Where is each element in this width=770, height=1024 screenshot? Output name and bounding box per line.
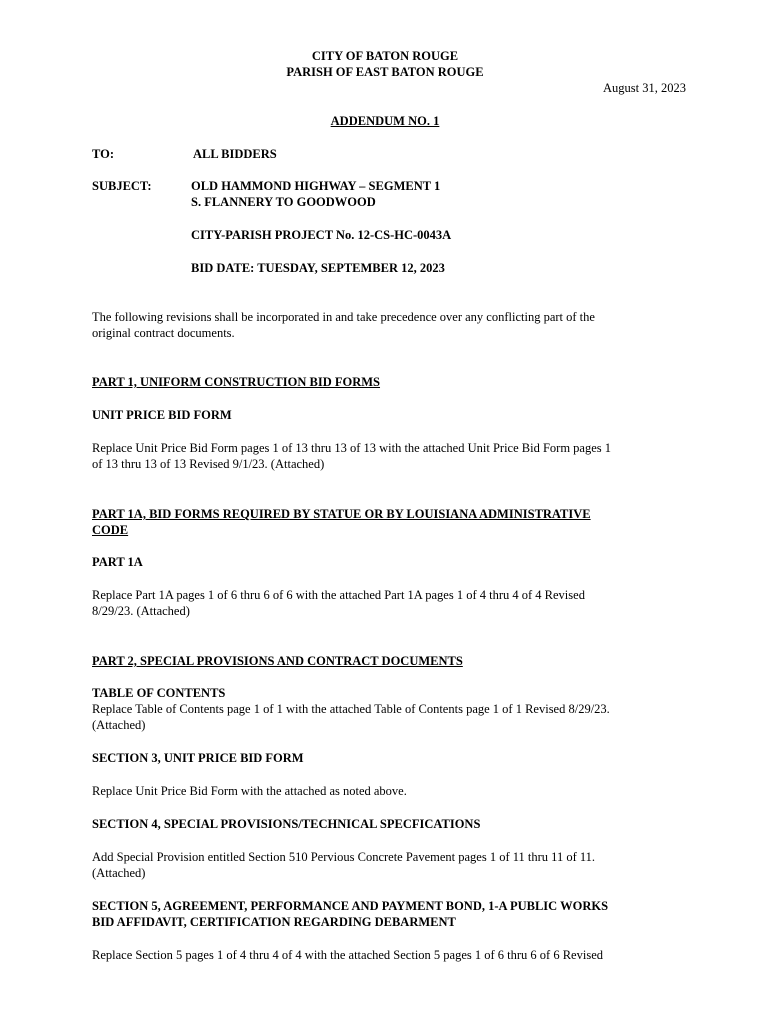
part1a-text-line-1: Replace Part 1A pages 1 of 6 thru 6 of 6 with the attached Part 1A pages 1 of 4 thru 4 of 4 Revised (92, 588, 585, 602)
part1-heading: PART 1, UNIFORM CONSTRUCTION BID FORMS (92, 375, 381, 389)
addendum-title: ADDENDUM NO. 1 (330, 114, 440, 128)
toc-text-line-1: Replace Table of Contents page 1 of 1 with the attached Table of Contents page 1 of 1 Revised 8/29/23. (92, 702, 610, 716)
header-parish: PARISH OF EAST BATON ROUGE (286, 65, 484, 79)
header-city: CITY OF BATON ROUGE (311, 49, 459, 63)
section5-heading-line-1: SECTION 5, AGREEMENT, PERFORMANCE AND PAYMENT BOND, 1-A PUBLIC WORKS (92, 899, 609, 913)
section5-heading-line-2: BID AFFIDAVIT, CERTIFICATION REGARDING DEBARMENT (92, 915, 456, 929)
document-date: August 31, 2023 (603, 81, 686, 95)
toc-heading: TABLE OF CONTENTS (92, 686, 226, 700)
subject-line-2: S. FLANNERY TO GOODWOOD (191, 195, 376, 209)
subject-label: SUBJECT: (92, 179, 152, 193)
part1a-heading-line-2: CODE (92, 523, 129, 537)
intro-line-2: original contract documents. (92, 326, 235, 340)
subject-line-1: OLD HAMMOND HIGHWAY – SEGMENT 1 (191, 179, 441, 193)
project-number: CITY-PARISH PROJECT No. 12-CS-HC-0043A (191, 228, 452, 242)
toc-text-line-2: (Attached) (92, 718, 146, 732)
section3-text: Replace Unit Price Bid Form with the attached as noted above. (92, 784, 407, 798)
to-label: TO: (92, 147, 114, 161)
section4-heading: SECTION 4, SPECIAL PROVISIONS/TECHNICAL SPECFICATIONS (92, 817, 481, 831)
section4-text-line-2: (Attached) (92, 866, 146, 880)
part1-text-line-2: of 13 thru 13 of 13 Revised 9/1/23. (Attached) (92, 457, 325, 471)
part1-subheading: UNIT PRICE BID FORM (92, 408, 232, 422)
part1a-text-line-2: 8/29/23. (Attached) (92, 604, 190, 618)
to-value: ALL BIDDERS (193, 147, 277, 161)
part1-text-line-1: Replace Unit Price Bid Form pages 1 of 13 thru 13 of 13 with the attached Unit Price Bid Form pages 1 (92, 441, 612, 455)
section3-heading: SECTION 3, UNIT PRICE BID FORM (92, 751, 304, 765)
section4-text-line-1: Add Special Provision entitled Section 510 Pervious Concrete Pavement pages 1 of 11 thru 11 of 11. (92, 850, 596, 864)
part1a-heading-line-1: PART 1A, BID FORMS REQUIRED BY STATUE OR BY LOUISIANA ADMINISTRATIVE (92, 507, 591, 521)
part1a-subheading: PART 1A (92, 555, 143, 569)
intro-line-1: The following revisions shall be incorporated in and take precedence over any conflicting part of the (92, 310, 595, 324)
part2-heading: PART 2, SPECIAL PROVISIONS AND CONTRACT DOCUMENTS (92, 654, 463, 668)
section5-text: Replace Section 5 pages 1 of 4 thru 4 of 4 with the attached Section 5 pages 1 of 6 thru 6 of 6 Revised (92, 948, 603, 962)
bid-date: BID DATE: TUESDAY, SEPTEMBER 12, 2023 (191, 261, 445, 275)
